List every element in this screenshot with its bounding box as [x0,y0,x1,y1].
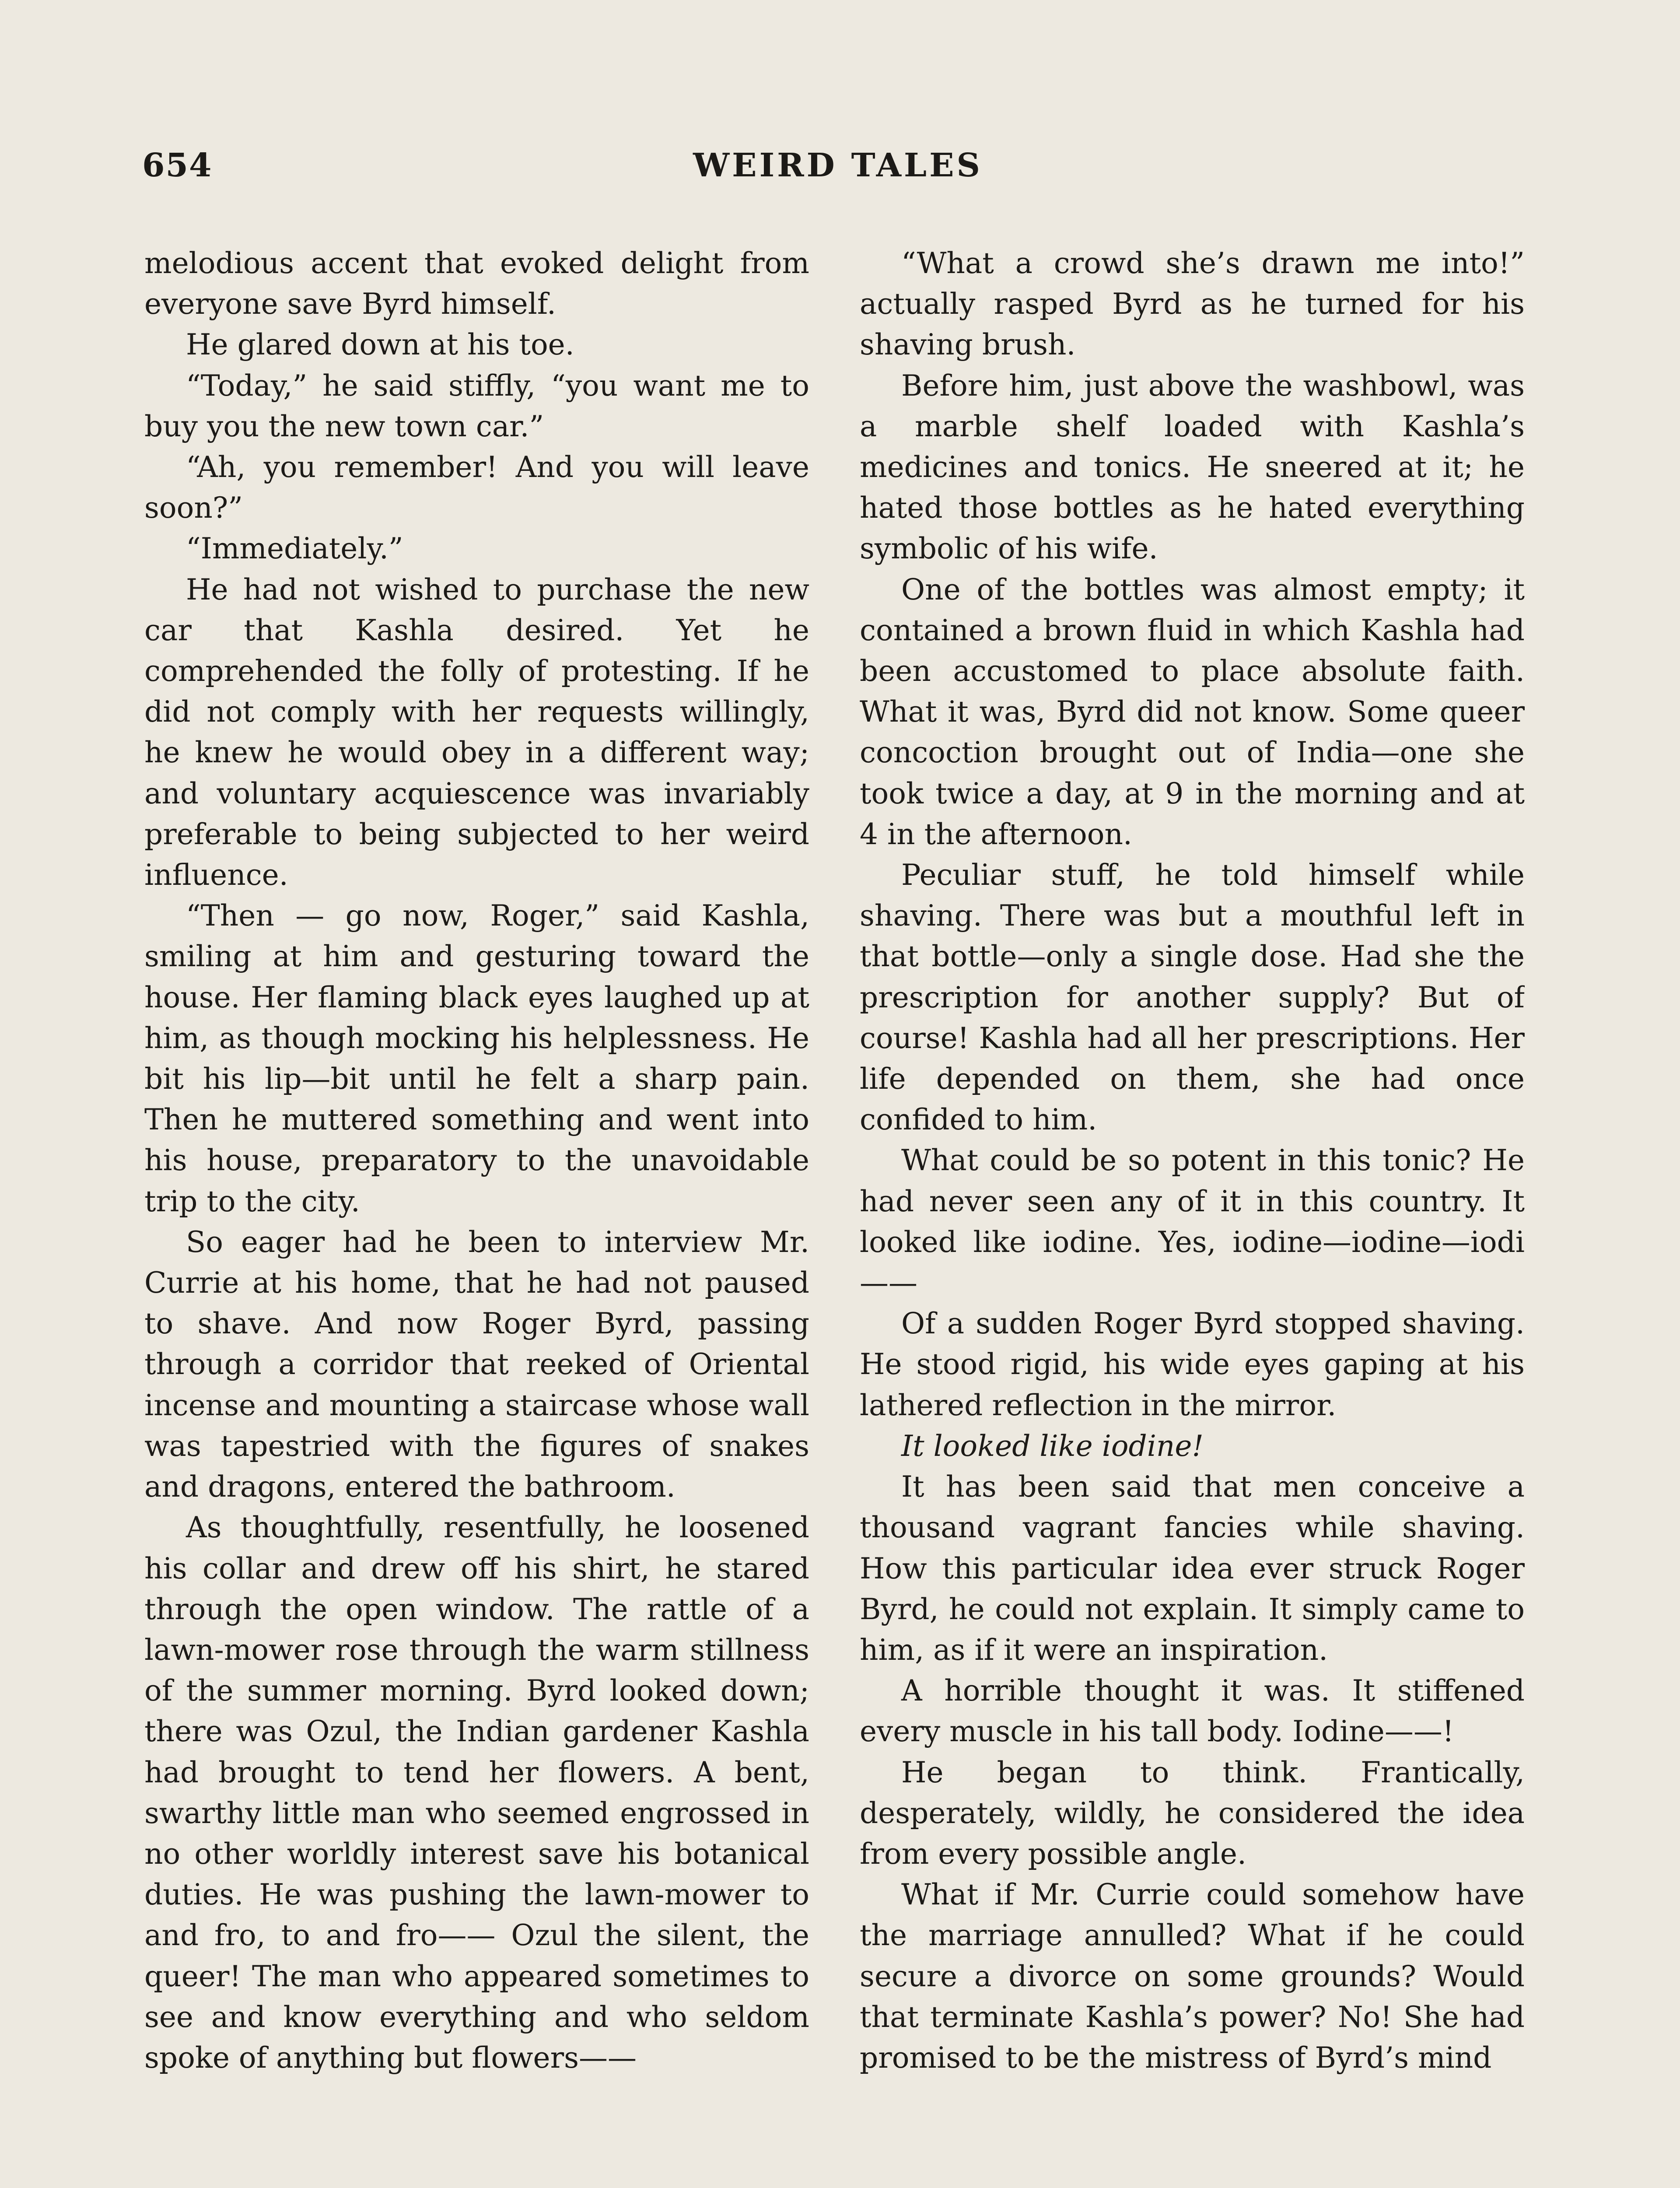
paragraph: Of a sudden Roger Byrd stopped shaving. He stood rigid, his wide eyes gaping at his lathered reflection in the mirror. [860,1307,1525,1422]
paragraph: “Then — go now, Roger,” said Kashla, smiling at him and gesturing toward the house. Her flaming black eyes laughed up at him, as though mocking his helplessness. He bit his lip—bit until he felt a sharp pain. Then he muttered something and went into his house, preparatory to the unavoidable trip to the city. [144,899,809,1218]
page-header [142,147,1533,195]
page-number: 654 [142,147,213,184]
italic-paragraph: It looked like iodine! [901,1429,1204,1463]
paragraph: So eager had he been to interview Mr. Currie at his home, that he had not paused to shave. And now Roger Byrd, passing through a corridor that reeked of Oriental incense and mounting a staircase whose wall was tapestried with the figures of snakes and dragons, entered the bathroom. [144,1225,809,1504]
paragraph: It has been said that men conceive a thousand vagrant fancies while shaving. How this particular idea ever struck Roger Byrd, he could not explain. It simply came to him, as if it were an inspiration. [860,1470,1525,1667]
paragraph: What if Mr. Currie could somehow have the marriage annulled? What if he could secure a divorce on some grounds? Would that terminate Kashla’s power? No! She had promised to be the mistress of Byrd’s mind [860,1878,1525,2075]
paragraph: melodious accent that evoked delight from everyone save Byrd himself. [144,246,809,321]
paragraph: What could be so potent in this tonic? He had never seen any of it in this country. It looked like iodine. Yes, iodine—iodine—iodi—— [860,1143,1525,1300]
paragraph: Before him, just above the washbowl, was a marble shelf loaded with Kashla’s medicines and tonics. He sneered at it; he hated those bottles as he hated everything symbolic of his wife. [860,368,1525,566]
paragraph: Peculiar stuff, he told himself while shaving. There was but a mouthful left in that bottle—only a single dose. Had she the prescription for another supply? But of course! Kashla had all her prescriptions. Her life depended on them, she had once confided to him. [860,858,1525,1137]
paragraph: As thoughtfully, resentfully, he loosened his collar and drew off his shirt, he stared through the open window. The rattle of a lawn-mower rose through the warm stillness of the summer morning. Byrd looked down; there was Ozul, the Indian gardener Kashla had brought to tend her flowers. A bent, swarthy little man who seemed engrossed in no other worldly interest save his botanical duties. He was pushing the lawn-mower to and fro, to and fro—— Ozul the silent, the queer! The man who appeared sometimes to see and know everything and who seldom spoke of anything but flowers—— [144,1511,809,2075]
paragraph: “Today,” he said stiffly, “you want me to buy you the new town car.” [144,368,809,443]
paragraph: He began to think. Frantically, desperately, wildly, he considered the idea from every possible angle. [860,1755,1525,1871]
paragraph: One of the bottles was almost empty; it contained a brown fluid in which Kashla had been accustomed to place absolute faith. What it was, Byrd did not know. Some queer concoction brought out of India—one she took twice a day, at 9 in the morning and at 4 in the afternoon. [860,572,1525,851]
left-column [144,243,809,2188]
paragraph: He had not wished to purchase the new car that Kashla desired. Yet he comprehended the folly of protesting. If he did not comply with her requests willingly, he knew he would obey in a different way; and voluntary acquiescence was invariably preferable to being subjected to her weird influence. [144,572,809,892]
right-column [860,243,1525,2188]
paragraph: A horrible thought it was. It stiffened every muscle in his tall body. Iodine——! [860,1674,1525,1749]
paragraph: “Immediately.” [186,532,403,566]
paragraph: “What a crowd she’s drawn me into!” actually rasped Byrd as he turned for his shaving brush. [860,246,1525,362]
running-title: WEIRD TALES [693,147,983,184]
paragraph: “Ah, you remember! And you will leave soon?” [144,450,809,525]
paragraph: He glared down at his toe. [186,328,574,362]
